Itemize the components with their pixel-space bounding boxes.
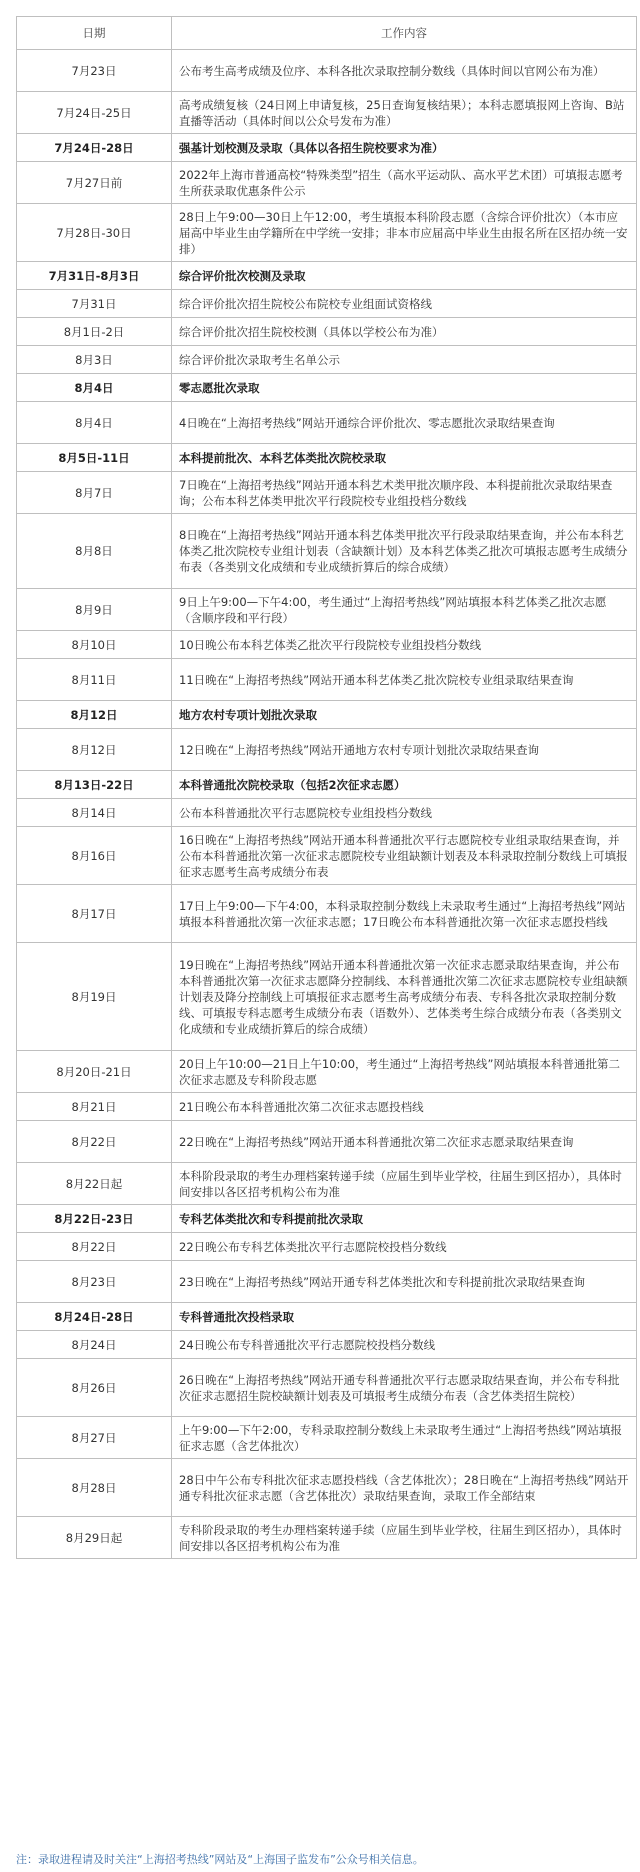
- row-date: 8月13日-22日: [17, 771, 172, 799]
- row-date: 8月12日: [17, 729, 172, 771]
- row-date: 8月5日-11日: [17, 444, 172, 472]
- row-content: 28日中午公布专科批次征求志愿投档线（含艺体批次）；28日晚在“上海招考热线”网站开通专科批次征求志愿（含艺体批次）录取结果查询，录取工作全部结束: [172, 1459, 637, 1517]
- row-content: 本科普通批次院校录取（包括2次征求志愿）: [172, 771, 637, 799]
- table-row: [17, 589, 637, 631]
- row-content: 7日晚在“上海招考热线”网站开通本科艺术类甲批次顺序段、本科提前批次录取结果查询；公布本科艺体类甲批次平行段院校专业组投档分数线: [172, 472, 637, 514]
- row-content: 4日晚在“上海招考热线”网站开通综合评价批次、零志愿批次录取结果查询: [172, 402, 637, 444]
- table-row: [17, 827, 637, 885]
- table-row: [17, 402, 637, 444]
- row-date: 8月8日: [17, 514, 172, 589]
- row-content: 公布本科普通批次平行志愿院校专业组投档分数线: [172, 799, 637, 827]
- row-date: 8月19日: [17, 943, 172, 1051]
- row-date: 7月24日-25日: [17, 92, 172, 134]
- table-row: [17, 1261, 637, 1303]
- row-content: 8日晚在“上海招考热线”网站开通本科艺体类甲批次平行段录取结果查询，并公布本科艺体类乙批次院校专业组计划表（含缺额计划）及本科艺体类乙批次可填报志愿考生成绩分布表（各类别文化成绩和专业成绩折算后的综合成绩）: [172, 514, 637, 589]
- table-row: [17, 1093, 637, 1121]
- row-content: 2022年上海市普通高校“特殊类型”招生（高水平运动队、高水平艺术团）可填报志愿考生所获录取优惠条件公示: [172, 162, 637, 204]
- row-content: 零志愿批次录取: [172, 374, 637, 402]
- row-date: 8月26日: [17, 1359, 172, 1417]
- row-content: 19日晚在“上海招考热线”网站开通本科普通批次第一次征求志愿录取结果查询，并公布本科普通批次第一次征求志愿降分控制线、本科普通批次第二次征求志愿院校专业组缺额计划表及降分控制线上可填报征求志愿考生高考成绩分布表、专科各批次录取控制分数线、可填报专科志愿考生成绩分布表（语数外）、艺体类考生综合成绩分布表（各类别文化成绩和专业成绩折算后的综合成绩）: [172, 943, 637, 1051]
- table-row: [17, 318, 637, 346]
- row-date: 7月31日: [17, 290, 172, 318]
- table-row: [17, 799, 637, 827]
- row-content: 综合评价批次招生院校公布院校专业组面试资格线: [172, 290, 637, 318]
- table-row: [17, 659, 637, 701]
- table-body: [17, 50, 637, 1559]
- table-row: [17, 885, 637, 943]
- row-date: 8月22日起: [17, 1163, 172, 1205]
- admission-schedule-table: [16, 16, 637, 1559]
- row-date: 8月24日-28日: [17, 1303, 172, 1331]
- row-content: 9日上午9:00—下午4:00，考生通过“上海招考热线”网站填报本科艺体类乙批次志愿（含顺序段和平行段）: [172, 589, 637, 631]
- header-content: 工作内容: [172, 17, 637, 50]
- table-group-row: [17, 1205, 637, 1233]
- table-row: [17, 1459, 637, 1517]
- row-date: 8月27日: [17, 1417, 172, 1459]
- row-content: 20日上午10:00—21日上午10:00，考生通过“上海招考热线”网站填报本科普通批第二次征求志愿及专科阶段志愿: [172, 1051, 637, 1093]
- row-content: 专科艺体类批次和专科提前批次录取: [172, 1205, 637, 1233]
- row-content: 24日晚公布专科普通批次平行志愿院校投档分数线: [172, 1331, 637, 1359]
- table-row: [17, 1359, 637, 1417]
- table-row: [17, 162, 637, 204]
- table-row: [17, 1233, 637, 1261]
- table-row: [17, 1051, 637, 1093]
- table-group-row: [17, 1303, 637, 1331]
- row-date: 7月24日-28日: [17, 134, 172, 162]
- row-date: 8月1日-2日: [17, 318, 172, 346]
- row-content: 综合评价批次录取考生名单公示: [172, 346, 637, 374]
- row-content: 10日晚公布本科艺体类乙批次平行段院校专业组投档分数线: [172, 631, 637, 659]
- row-date: 8月20日-21日: [17, 1051, 172, 1093]
- row-content: 本科提前批次、本科艺体类批次院校录取: [172, 444, 637, 472]
- row-content: 公布考生高考成绩及位序、本科各批次录取控制分数线（具体时间以官网公布为准）: [172, 50, 637, 92]
- table-row: [17, 631, 637, 659]
- table-row: [17, 1417, 637, 1459]
- row-date: 8月4日: [17, 402, 172, 444]
- table-row: [17, 92, 637, 134]
- table-group-row: [17, 134, 637, 162]
- table-group-row: [17, 262, 637, 290]
- row-date: 8月11日: [17, 659, 172, 701]
- row-date: 8月12日: [17, 701, 172, 729]
- row-content: 17日上午9:00—下午4:00，本科录取控制分数线上未录取考生通过“上海招考热线”网站填报本科普通批次第一次征求志愿；17日晚公布本科普通批次第一次征求志愿投档线: [172, 885, 637, 943]
- row-content: 强基计划校测及录取（具体以各招生院校要求为准）: [172, 134, 637, 162]
- footnote: 注：录取进程请及时关注“上海招考热线”网站及“上海国子监发布”公众号相关信息。: [16, 1853, 424, 1866]
- row-content: 26日晚在“上海招考热线”网站开通专科普通批次平行志愿录取结果查询，并公布专科批次征求志愿招生院校缺额计划表及可填报考生成绩分布表（含艺体类招生院校）: [172, 1359, 637, 1417]
- row-content: 21日晚公布本科普通批次第二次征求志愿投档线: [172, 1093, 637, 1121]
- table-row: [17, 346, 637, 374]
- table-row: [17, 1121, 637, 1163]
- row-date: 8月22日-23日: [17, 1205, 172, 1233]
- table-group-row: [17, 771, 637, 799]
- table-row: [17, 50, 637, 92]
- row-content: 地方农村专项计划批次录取: [172, 701, 637, 729]
- table-row: [17, 729, 637, 771]
- table-group-row: [17, 701, 637, 729]
- row-content: 23日晚在“上海招考热线”网站开通专科艺体类批次和专科提前批次录取结果查询: [172, 1261, 637, 1303]
- row-date: 8月9日: [17, 589, 172, 631]
- row-content: 高考成绩复核（24日网上申请复核，25日查询复核结果）；本科志愿填报网上咨询、B站直播等活动（具体时间以公众号发布为准）: [172, 92, 637, 134]
- row-date: 8月22日: [17, 1233, 172, 1261]
- table-row: [17, 1331, 637, 1359]
- table-row: [17, 1163, 637, 1205]
- row-date: 8月14日: [17, 799, 172, 827]
- row-date: 8月21日: [17, 1093, 172, 1121]
- row-date: 8月17日: [17, 885, 172, 943]
- table-row: [17, 943, 637, 1051]
- row-date: 8月24日: [17, 1331, 172, 1359]
- row-content: 综合评价批次招生院校校测（具体以学校公布为准）: [172, 318, 637, 346]
- row-content: 专科普通批次投档录取: [172, 1303, 637, 1331]
- row-date: 8月29日起: [17, 1517, 172, 1559]
- row-date: 7月23日: [17, 50, 172, 92]
- table-row: [17, 204, 637, 262]
- table-group-row: [17, 374, 637, 402]
- row-date: 8月4日: [17, 374, 172, 402]
- row-date: 8月10日: [17, 631, 172, 659]
- row-date: 8月7日: [17, 472, 172, 514]
- row-content: 本科阶段录取的考生办理档案转递手续（应届生到毕业学校，往届生到区招办），具体时间安排以各区招考机构公布为准: [172, 1163, 637, 1205]
- table-row: [17, 514, 637, 589]
- row-content: 22日晚公布专科艺体类批次平行志愿院校投档分数线: [172, 1233, 637, 1261]
- row-content: 28日上午9:00—30日上午12:00，考生填报本科阶段志愿（含综合评价批次）（本市应届高中毕业生由学籍所在中学统一安排；非本市应届高中毕业生由报名所在区招办统一安排）: [172, 204, 637, 262]
- table-row: [17, 472, 637, 514]
- row-content: 22日晚在“上海招考热线”网站开通本科普通批次第二次征求志愿录取结果查询: [172, 1121, 637, 1163]
- table-row: [17, 1517, 637, 1559]
- row-content: 12日晚在“上海招考热线”网站开通地方农村专项计划批次录取结果查询: [172, 729, 637, 771]
- row-date: 7月31日-8月3日: [17, 262, 172, 290]
- row-date: 8月16日: [17, 827, 172, 885]
- row-content: 专科阶段录取的考生办理档案转递手续（应届生到毕业学校，往届生到区招办），具体时间安排以各区招考机构公布为准: [172, 1517, 637, 1559]
- row-content: 上午9:00—下午2:00，专科录取控制分数线上未录取考生通过“上海招考热线”网站填报征求志愿（含艺体批次）: [172, 1417, 637, 1459]
- row-date: 8月23日: [17, 1261, 172, 1303]
- row-date: 8月22日: [17, 1121, 172, 1163]
- table-header-row: [17, 17, 637, 50]
- table-row: [17, 290, 637, 318]
- table-group-row: [17, 444, 637, 472]
- header-date: 日期: [17, 17, 172, 50]
- row-content: 16日晚在“上海招考热线”网站开通本科普通批次平行志愿院校专业组录取结果查询，并公布本科普通批次第一次征求志愿院校专业组缺额计划表及本科录取控制分数线上可填报征求志愿考生高考成绩分布表: [172, 827, 637, 885]
- row-date: 8月3日: [17, 346, 172, 374]
- row-date: 8月28日: [17, 1459, 172, 1517]
- row-content: 综合评价批次校测及录取: [172, 262, 637, 290]
- row-content: 11日晚在“上海招考热线”网站开通本科艺体类乙批次院校专业组录取结果查询: [172, 659, 637, 701]
- row-date: 7月27日前: [17, 162, 172, 204]
- row-date: 7月28日-30日: [17, 204, 172, 262]
